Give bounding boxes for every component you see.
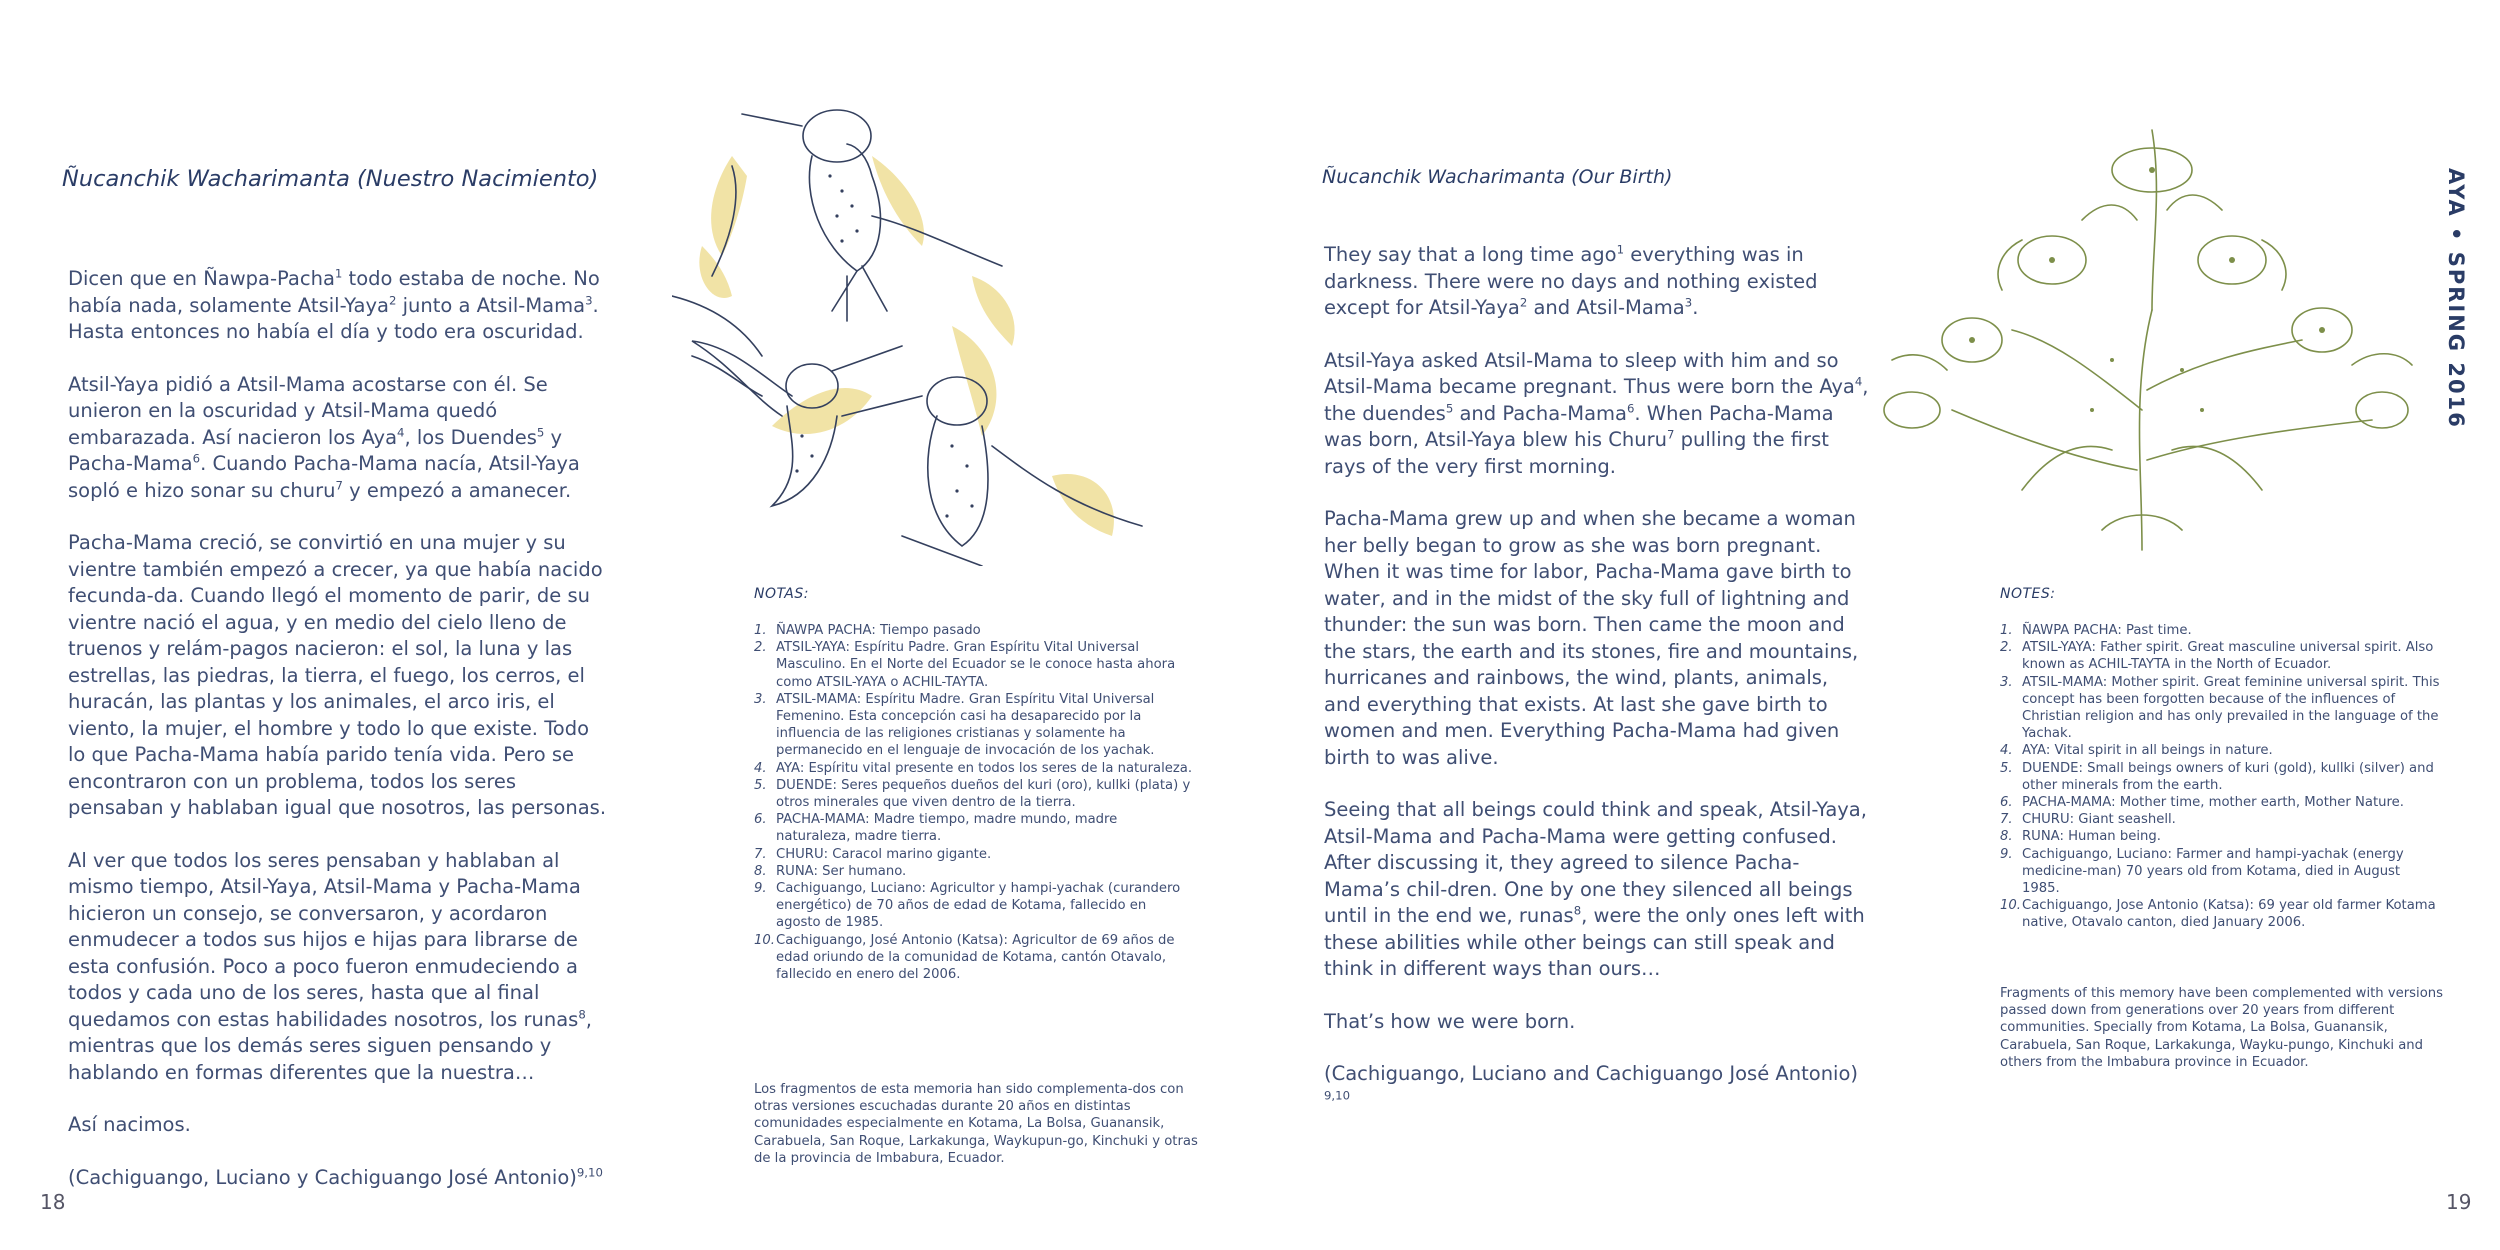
footnote-ref: 3 xyxy=(585,293,593,307)
note-number: 1. xyxy=(2000,623,2013,638)
note-number: 7. xyxy=(2000,812,2013,828)
left-note-item xyxy=(754,880,1194,932)
note-number: 4. xyxy=(754,760,767,776)
footnote-ref: 1 xyxy=(334,266,343,281)
left-notes-heading: NOTAS: xyxy=(754,586,809,602)
note-text: PACHA-MAMA: Madre tiempo, madre mundo, madre naturaleza, madre tierra. xyxy=(776,812,1118,845)
footnote-ref: 2 xyxy=(388,293,397,307)
note-text: ATSIL-YAYA: Father spirit. Great masculine universal spirit. Also known as ACHIL-TAYTA in the North of Ecuador. xyxy=(2022,640,2434,673)
right-notes-list xyxy=(2000,622,2440,932)
right-paragraph: (Cachiguango, Luciano and Cachiguango José Antonio) $^{9,10}$ xyxy=(1324,1062,1859,1102)
footnote-ref: 5 xyxy=(1445,401,1454,415)
note-text: ÑAWPA PACHA: Tiempo pasado xyxy=(776,623,981,638)
left-paragraph: (Cachiguango, Luciano y Cachiguango José Antonio)$^{9,10}$ xyxy=(68,1165,603,1189)
right-note-item xyxy=(2000,674,2440,743)
note-number: 9. xyxy=(754,881,767,897)
footnote-ref: 2 xyxy=(1519,295,1528,310)
note-number: 10. xyxy=(2000,898,2021,914)
footnote-ref: 1 xyxy=(1616,242,1625,257)
left-note-item xyxy=(754,760,1194,777)
note-number: 2. xyxy=(754,640,767,656)
left-fragment-note: Los fragmentos de esta memoria han sido complementa-dos con otras versiones escuchadas durante 20 años en distintas comunidades especialmente en Kotama, La Bolsa, Guanansik, Carabuela, San Roque, Larkakunga, Waykupun-go, Kinchuki y otras de la provincia de Imbabura, Ecuador. xyxy=(754,1082,1198,1166)
footnote-ref: 6 xyxy=(1626,401,1635,415)
left-notes-list xyxy=(754,622,1194,983)
left-note-item xyxy=(754,932,1194,984)
right-paragraph: Seeing that all beings could think and speak, Atsil-Yaya, Atsil-Mama and Pacha-Mama were getting confused. After discussing it, they agreed to silence Pacha-Mama’s chil-dren. One by one they silenced all beings until in the end we, runas$^8$, were the only ones left with these abilities while other beings can still speak and think in different ways than ours… xyxy=(1324,798,1867,980)
right-note-item xyxy=(2000,897,2440,931)
note-number: 3. xyxy=(754,691,767,707)
note-text: RUNA: Human being. xyxy=(2022,829,2161,845)
note-number: 10. xyxy=(754,932,775,948)
note-number: 5. xyxy=(2000,760,2013,776)
footnote-ref: 7 xyxy=(1667,427,1675,442)
note-text: Cachiguango, Luciano: Farmer and hampi-yachak (energy medicine-man) 70 years old from Kotama, died in August 1985. xyxy=(2022,846,2404,897)
right-note-item xyxy=(2000,846,2440,898)
right-note-item xyxy=(2000,828,2440,845)
note-number: 3. xyxy=(2000,674,2013,690)
note-text: AYA: Vital spirit in all beings in nature. xyxy=(2022,743,2273,759)
left-note-item xyxy=(754,777,1194,811)
left-paragraph: Así nacimos. xyxy=(68,1113,191,1136)
note-number: 1. xyxy=(754,623,767,638)
note-number: 4. xyxy=(2000,743,2013,759)
note-text: ÑAWPA PACHA: Past time. xyxy=(2022,623,2192,638)
note-number: 9. xyxy=(2000,846,2013,862)
left-note-item xyxy=(754,846,1194,863)
footnote-ref: 5 xyxy=(536,425,545,439)
right-note-item xyxy=(2000,742,2440,759)
note-text: PACHA-MAMA: Mother time, mother earth, Mother Nature. xyxy=(2022,795,2404,811)
right-notes-heading: NOTES: xyxy=(2000,586,2056,602)
note-number: 7. xyxy=(754,846,767,862)
right-paragraph: Atsil-Yaya asked Atsil-Mama to sleep with him and so Atsil-Mama became pregnant. Thus were born the Aya$^4$, the duendes$^5$ and Pacha-Mama$^6$. When Pacha-Mama was born, Atsil-Yaya blew his Churu$^7$ pulling the first rays of the very first morning. xyxy=(1324,348,1869,478)
right-note-item xyxy=(2000,622,2440,639)
left-note-item xyxy=(754,863,1194,880)
note-number: 5. xyxy=(754,777,767,793)
right-note-item xyxy=(2000,639,2440,673)
left-note-item xyxy=(754,639,1194,691)
right-note-item xyxy=(2000,794,2440,811)
note-text: CHURU: Caracol marino gigante. xyxy=(776,846,992,862)
footnote-ref: 9,10 xyxy=(1324,1088,1351,1102)
note-text: AYA: Espíritu vital presente en todos los seres de la naturaleza. xyxy=(776,760,1193,776)
right-paragraph: That’s how we were born. xyxy=(1324,1009,1576,1033)
note-number: 2. xyxy=(2000,640,2013,656)
footnote-ref: 3 xyxy=(1684,295,1693,310)
left-page-number: 18 xyxy=(40,1190,66,1214)
note-text: DUENDE: Seres pequeños dueños del kuri (oro), kullki (plata) y otros minerales que viven dentro de la tierra. xyxy=(776,777,1191,811)
footnote-ref: 9,10 xyxy=(576,1165,603,1179)
note-text: RUNA: Ser humano. xyxy=(776,863,907,879)
left-paragraph: Dicen que en Ñawpa-Pacha$^1$ todo estaba de noche. No había nada, solamente Atsil-Yaya$^2$ junto a Atsil-Mama$^3$. Hasta entonces no había el día y todo era oscuridad. xyxy=(68,266,600,343)
note-text: Cachiguango, Luciano: Agricultor y hampi-yachak (curandero energético) de 70 años de edad de Kotama, fallecido en agosto de 1985. xyxy=(776,881,1181,931)
right-page-number: 19 xyxy=(2446,1190,2472,1214)
spine-text: AYA • SPRING 2016 xyxy=(2444,168,2468,429)
note-text: ATSIL-MAMA: Mother spirit. Great feminine universal spirit. This concept has been forgotten because of the influences of Christian religion and has only prevailed in the language of the Yachak. xyxy=(2022,674,2440,742)
plants-illustration xyxy=(1852,110,2432,570)
footnote-ref: 8 xyxy=(578,1007,586,1021)
left-note-item xyxy=(754,811,1194,845)
right-note-item xyxy=(2000,811,2440,828)
note-number: 8. xyxy=(2000,829,2013,845)
note-text: DUENDE: Small beings owners of kuri (gold), kullki (silver) and other minerals from the earth. xyxy=(2022,760,2434,793)
right-body xyxy=(1324,242,1869,1140)
footnote-ref: 4 xyxy=(397,425,405,439)
footnote-ref: 6 xyxy=(192,451,201,466)
footnote-ref: 8 xyxy=(1573,903,1582,918)
left-paragraph: Atsil-Yaya pidió a Atsil-Mama acostarse con él. Se unieron en la oscuridad y Atsil-Mama quedó embarazada. Así nacieron los Aya$^4$, los Duendes$^5$ y Pacha-Mama$^6$. Cuando Pacha-Mama nacía, Atsil-Yaya sopló e hizo sonar su churu$^7$ y empezó a amanecer. xyxy=(68,372,580,502)
note-text: ATSIL-YAYA: Espíritu Padre. Gran Espíritu Vital Universal Masculino. En el Norte del Ecuador se le conoce hasta ahora como ATSIL-YAYA o ACHIL-TAYTA. xyxy=(776,640,1176,690)
note-number: 6. xyxy=(2000,795,2013,811)
left-body xyxy=(68,266,608,1217)
right-fragment-note: Fragments of this memory have been complemented with versions passed down from generations over 20 years from different communities. Specially from Kotama, La Bolsa, Guanansik, Carabuela, San Roque, Larkakunga, Wayku-pungo, Kinchuki and others from the Imbabura province in Ecuador. xyxy=(2000,986,2444,1070)
note-number: 6. xyxy=(754,812,767,828)
note-text: ATSIL-MAMA: Espíritu Madre. Gran Espíritu Vital Universal Femenino. Esta concepción casi ha desaparecido por la influencia de las religiones cristianas y solamente ha permanecido en el lenguaje de invocación de los yachak. xyxy=(776,691,1155,759)
left-paragraph: Pacha-Mama creció, se convirtió en una mujer y su vientre también empezó a crecer, ya que había nacido fecunda-da. Cuando llegó el momento de parir, de su vientre nació el agua, y en medio del cielo lleno de truenos y relám-pagos nacieron: el sol, la luna y las estrellas, las piedras, la tierra, el fuego, los cerros, el huracán, las plantas y los animales, el arco iris, el viento, la mujer, el hombre y todo lo que existe. Todo lo que Pacha-Mama había parido tenía vida. Pero se encontraron con un problema, todos los seres pensaban y hablaban igual que nosotros, las personas. xyxy=(68,531,607,819)
note-text: CHURU: Giant seashell. xyxy=(2022,812,2176,828)
left-paragraph: Al ver que todos los seres pensaban y hablaban al mismo tiempo, Atsil-Yaya, Atsil-Mama y Pacha-Mama hicieron un consejo, se conversaron, y acordaron enmudecer a todos sus hijos e hijas para librarse de esta confusión. Poco a poco fueron enmudeciendo a todos y cada uno de los seres, hasta que al final quedamos con estas habilidades nosotros, los runas$^8$, mientras que los demás seres siguen pensando y hablando en formas diferentes que la nuestra… xyxy=(68,848,592,1084)
hummingbird-illustration xyxy=(672,96,1172,566)
footnote-ref: 4 xyxy=(1854,374,1863,389)
right-note-item xyxy=(2000,760,2440,794)
right-paragraph: They say that a long time ago$^1$ everything was in darkness. There were no days and nothing existed except for Atsil-Yaya$^2$ and Atsil-Mama$^3$. xyxy=(1324,242,1818,319)
note-text: Cachiguango, José Antonio (Katsa): Agricultor de 69 años de edad oriundo de la comunidad de Kotama, cantón Otavalo, fallecido en enero del 2006. xyxy=(776,932,1175,983)
left-page-title: Ñucanchik Wacharimanta (Nuestro Nacimiento) xyxy=(62,166,599,192)
left-note-item xyxy=(754,622,1194,639)
right-paragraph: Pacha-Mama grew up and when she became a woman her belly began to grow as she was born pregnant. When it was time for labor, Pacha-Mama gave birth to water, and in the midst of the sky full of lightning and thunder: the sun was born. Then came the moon and the stars, the earth and its stones, fire and mountains, hurricanes and rainbows, the wind, plants, animals, and everything that exists. At last she gave birth to women and men. Everything Pacha-Mama had given birth to was alive. xyxy=(1324,507,1859,769)
note-number: 8. xyxy=(754,863,767,879)
right-page-title: Ñucanchik Wacharimanta (Our Birth) xyxy=(1322,166,1673,188)
footnote-ref: 7 xyxy=(335,478,343,492)
left-note-item xyxy=(754,691,1194,760)
note-text: Cachiguango, Jose Antonio (Katsa): 69 year old farmer Kotama native, Otavalo canton, died January 2006. xyxy=(2022,898,2436,931)
